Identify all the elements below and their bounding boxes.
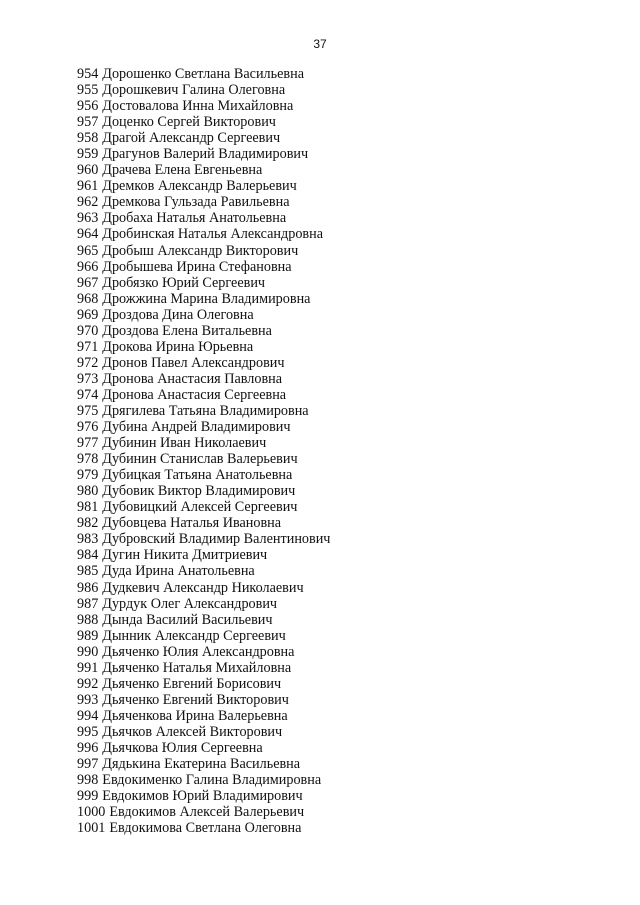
entry-number: 993	[77, 691, 99, 708]
entry-full-name: Евдокимов Юрий Владимирович	[102, 788, 303, 805]
entry-full-name: Драчева Елена Евгеньевна	[102, 162, 263, 179]
list-item	[77, 692, 330, 708]
list-item	[77, 708, 330, 724]
entry-number: 996	[77, 739, 99, 756]
list-item	[77, 307, 330, 323]
entry-number: 980	[77, 483, 99, 500]
entry-number: 989	[77, 627, 99, 644]
entry-full-name: Евдокимов Алексей Валерьевич	[109, 804, 305, 821]
entry-full-name: Дробязко Юрий Сергеевич	[102, 274, 266, 291]
entry-number: 998	[77, 772, 99, 789]
entry-full-name: Дроздова Дина Олеговна	[102, 306, 254, 323]
entry-number: 984	[77, 547, 99, 564]
entry-number: 968	[77, 290, 99, 307]
list-item	[77, 467, 330, 483]
list-item	[77, 547, 330, 563]
list-item	[77, 772, 330, 788]
entry-number: 997	[77, 756, 99, 773]
entry-full-name: Дремков Александр Валерьевич	[102, 178, 297, 195]
list-item	[77, 676, 330, 692]
entry-number: 962	[77, 194, 99, 211]
list-item	[77, 563, 330, 579]
entry-full-name: Дьяченко Наталья Михайловна	[102, 659, 292, 676]
entry-number: 979	[77, 467, 99, 484]
list-item	[77, 243, 330, 259]
entry-number: 966	[77, 258, 99, 275]
entry-full-name: Дудкевич Александр Николаевич	[102, 579, 304, 596]
entry-full-name: Дьяченкова Ирина Валерьевна	[102, 707, 288, 724]
entry-number: 954	[77, 66, 99, 82]
entry-number: 955	[77, 82, 99, 99]
entry-full-name: Дробыш Александр Викторович	[102, 242, 299, 259]
entry-full-name: Евдокимова Светлана Олеговна	[109, 820, 302, 837]
entry-full-name: Дубина Андрей Владимирович	[102, 419, 291, 436]
entry-number: 958	[77, 130, 99, 147]
entry-full-name: Дурдук Олег Александрович	[102, 595, 278, 612]
entry-number: 978	[77, 451, 99, 468]
entry-number: 991	[77, 659, 99, 676]
entry-full-name: Достовалова Инна Михайловна	[102, 98, 294, 115]
entry-full-name: Дорошкевич Галина Олеговна	[102, 82, 286, 99]
list-item	[77, 628, 330, 644]
list-item	[77, 339, 330, 355]
entry-number: 983	[77, 531, 99, 548]
entry-number: 976	[77, 419, 99, 436]
entry-full-name: Дронова Анастасия Сергеевна	[102, 386, 287, 403]
entry-number: 972	[77, 354, 99, 371]
list-item	[77, 644, 330, 660]
list-item	[77, 483, 330, 499]
entry-full-name: Дорошенко Светлана Васильевна	[102, 66, 304, 82]
entry-full-name: Драгой Александр Сергеевич	[102, 130, 281, 147]
list-item	[77, 291, 330, 307]
list-item	[77, 596, 330, 612]
entry-full-name: Дроздова Елена Витальевна	[102, 322, 272, 339]
entry-full-name: Дубовцева Наталья Ивановна	[102, 515, 282, 532]
entry-number: 986	[77, 579, 99, 596]
entry-number: 973	[77, 370, 99, 387]
entry-number: 975	[77, 402, 99, 419]
list-item	[77, 130, 330, 146]
page-number: 37	[313, 37, 327, 51]
entry-full-name: Дьячков Алексей Викторович	[102, 723, 283, 740]
entry-number: 988	[77, 611, 99, 628]
list-item	[77, 66, 330, 82]
list-item	[77, 323, 330, 339]
entry-number: 965	[77, 242, 99, 259]
entry-number: 985	[77, 563, 99, 580]
list-item	[77, 451, 330, 467]
entry-full-name: Дубинин Иван Николаевич	[102, 435, 267, 452]
list-item	[77, 82, 330, 98]
list-item	[77, 515, 330, 531]
entry-number: 977	[77, 435, 99, 452]
entry-full-name: Доценко Сергей Викторович	[102, 114, 276, 131]
entry-full-name: Дубовицкий Алексей Сергеевич	[102, 499, 298, 516]
list-item	[77, 275, 330, 291]
entry-number: 964	[77, 226, 99, 243]
entry-full-name: Дронова Анастасия Павловна	[102, 370, 283, 387]
entry-full-name: Дробинская Наталья Александровна	[102, 226, 324, 243]
entry-number: 967	[77, 274, 99, 291]
entry-full-name: Дробышева Ирина Стефановна	[102, 258, 292, 275]
entry-number: 974	[77, 386, 99, 403]
entry-full-name: Дынник Александр Сергеевич	[102, 627, 286, 644]
entry-full-name: Дьячкова Юлия Сергеевна	[102, 739, 263, 756]
list-item	[77, 259, 330, 275]
entry-number: 994	[77, 707, 99, 724]
list-item	[77, 499, 330, 515]
entry-full-name: Дрягилева Татьяна Владимировна	[102, 402, 309, 419]
entry-full-name: Дьяченко Юлия Александровна	[102, 643, 295, 660]
list-item	[77, 146, 330, 162]
name-list	[77, 66, 330, 836]
entry-number: 956	[77, 98, 99, 115]
list-item	[77, 435, 330, 451]
list-item	[77, 612, 330, 628]
list-item	[77, 226, 330, 242]
list-item	[77, 98, 330, 114]
entry-full-name: Дубровский Владимир Валентинович	[102, 531, 331, 548]
list-item	[77, 178, 330, 194]
entry-full-name: Дрокова Ирина Юрьевна	[102, 338, 254, 355]
list-item	[77, 740, 330, 756]
list-item	[77, 371, 330, 387]
list-item	[77, 419, 330, 435]
entry-number: 992	[77, 675, 99, 692]
entry-number: 963	[77, 210, 99, 227]
entry-number: 970	[77, 322, 99, 339]
list-item	[77, 820, 330, 836]
entry-number: 1001	[77, 820, 106, 837]
entry-full-name: Дьяченко Евгений Викторович	[102, 691, 289, 708]
list-item	[77, 788, 330, 804]
entry-full-name: Дремкова Гульзада Равильевна	[102, 194, 290, 211]
entry-full-name: Дробаха Наталья Анатольевна	[102, 210, 287, 227]
entry-number: 999	[77, 788, 99, 805]
entry-number: 1000	[77, 804, 106, 821]
entry-full-name: Дугин Никита Дмитриевич	[102, 547, 268, 564]
entry-number: 957	[77, 114, 99, 131]
list-item	[77, 580, 330, 596]
entry-number: 971	[77, 338, 99, 355]
list-item	[77, 114, 330, 130]
list-item	[77, 194, 330, 210]
list-item	[77, 724, 330, 740]
entry-full-name: Драгунов Валерий Владимирович	[102, 146, 309, 163]
list-item	[77, 660, 330, 676]
list-item	[77, 403, 330, 419]
entry-full-name: Дубинин Станислав Валерьевич	[102, 451, 298, 468]
entry-full-name: Дубицкая Татьяна Анатольевна	[102, 467, 293, 484]
entry-number: 990	[77, 643, 99, 660]
entry-full-name: Дядькина Екатерина Васильевна	[102, 756, 301, 773]
list-item	[77, 756, 330, 772]
entry-number: 959	[77, 146, 99, 163]
list-item	[77, 210, 330, 226]
list-item	[77, 804, 330, 820]
entry-number: 969	[77, 306, 99, 323]
entry-full-name: Дубовик Виктор Владимирович	[102, 483, 296, 500]
entry-full-name: Дронов Павел Александрович	[102, 354, 285, 371]
entry-number: 987	[77, 595, 99, 612]
entry-full-name: Дында Василий Васильевич	[102, 611, 273, 628]
entry-number: 961	[77, 178, 99, 195]
entry-full-name: Дуда Ирина Анатольевна	[102, 563, 255, 580]
list-item	[77, 355, 330, 371]
list-item	[77, 162, 330, 178]
entry-full-name: Дьяченко Евгений Борисович	[102, 675, 282, 692]
entry-number: 995	[77, 723, 99, 740]
entry-number: 960	[77, 162, 99, 179]
entry-number: 981	[77, 499, 99, 516]
entry-number: 982	[77, 515, 99, 532]
list-item	[77, 387, 330, 403]
entry-full-name: Евдокименко Галина Владимировна	[102, 772, 322, 789]
entry-full-name: Дрожжина Марина Владимировна	[102, 290, 311, 307]
list-item	[77, 531, 330, 547]
